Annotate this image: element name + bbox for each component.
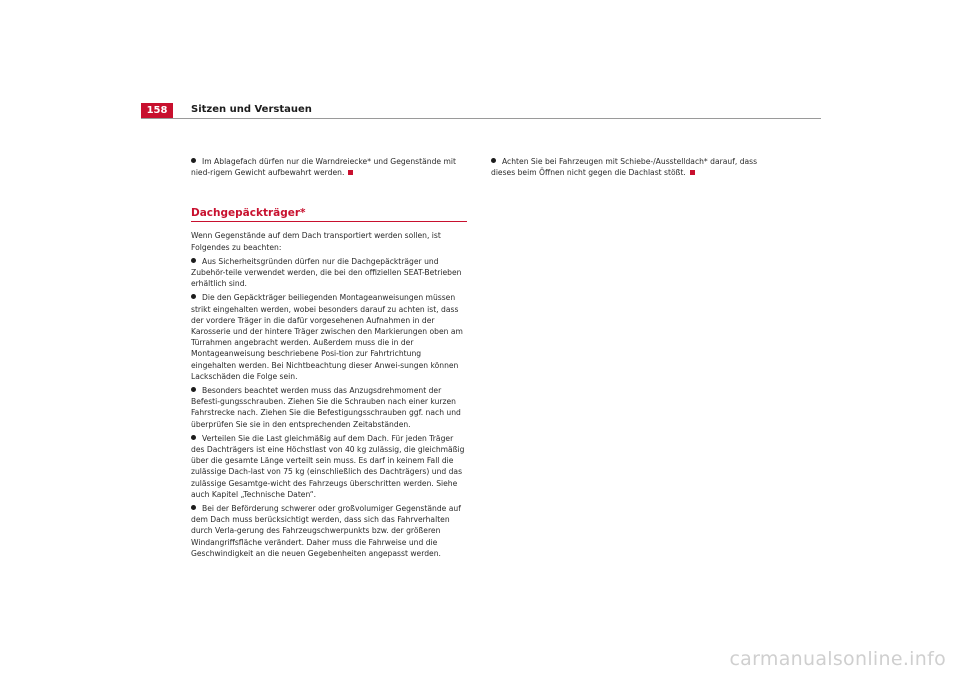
list-item <box>191 433 467 500</box>
list-item <box>191 503 467 559</box>
list-item <box>191 156 467 178</box>
item-text: Verteilen Sie die Last gleichmäßig auf dem Dach. Für jeden Träger des Dachträgers ist eine Höchstlast von 40 kg zulässig, die gleichmäßig über die gesamte Länge verteilt sein muss. Es darf in keinem Fall die zulässige Dach-last von 75 kg (einschließlich des Dachträgers) und das zulässige Gesamtge-wicht des Fahrzeugs überschritten werden. Siehe auch Kapitel „Technische Daten“. <box>191 433 465 499</box>
bullet-icon <box>491 158 496 163</box>
item-text: Aus Sicherheitsgründen dürfen nur die Dachgepäckträger und Zubehör-teile verwendet werden, die bei den offiziellen SEAT-Betrieben erhältlich sind. <box>191 256 462 289</box>
header-divider <box>141 118 821 119</box>
page-number: 158 <box>141 103 173 119</box>
item-text: Die den Gepäckträger beiliegenden Montageanweisungen müssen strikt eingehalten werden, wobei besonders darauf zu achten ist, dass der vordere Träger in die dafür vorgesehenen Aufnahmen in der Karosserie und der hintere Träger zwischen den Markierungen oben am Türrahmen angebracht werden. Außerdem muss die in der Montageanweisung beschriebene Posi-tion zur Fahrtrichtung eingehalten werden. Bei Nichtbeachtung dieser Anwei-sungen können Lackschäden die Folge sein. <box>191 293 463 381</box>
item-text: Besonders beachtet werden muss das Anzugsdrehmoment der Befesti-gungsschrauben. Ziehen Sie die Schrauben nach einer kurzen Fahrstrecke nach. Ziehen Sie die Befestigungsschrauben ggf. nach und überprüfen Sie sie in den entsprechenden Zeitabständen. <box>191 386 461 429</box>
list-item <box>191 256 467 290</box>
bullet-icon <box>191 435 196 440</box>
list-item <box>191 292 467 382</box>
bullet-icon <box>191 294 196 299</box>
right-column <box>491 156 767 181</box>
bullet-icon <box>191 158 196 163</box>
end-mark-icon <box>690 170 695 175</box>
item-text: Bei der Beförderung schwerer oder großvolumiger Gegenstände auf dem Dach muss berücksichtigt werden, dass sich das Fahrverhalten durch Verla-gerung des Fahrzeugschwerpunkts bzw. der größeren Windangriffsfläche verändert. Daher muss die Fahrweise und die Geschwindigkeit an die neuen Gegebenheiten angepasst werden. <box>191 504 461 558</box>
section-intro: Wenn Gegenstände auf dem Dach transportiert werden sollen, ist Folgendes zu beachten: <box>191 231 441 252</box>
chapter-title: Sitzen und Verstauen <box>191 104 312 115</box>
end-mark-icon <box>348 170 353 175</box>
list-item <box>491 156 767 178</box>
item-text: Im Ablagefach dürfen nur die Warndreiecke* und Gegenstände mit nied-rigem Gewicht aufbewahrt werden. <box>191 157 456 178</box>
bullet-icon <box>191 387 196 392</box>
bullet-icon <box>191 258 196 263</box>
page-header <box>141 103 821 119</box>
watermark: carmanualsonline.info <box>729 648 946 670</box>
list-item <box>191 385 467 430</box>
item-text: Achten Sie bei Fahrzeugen mit Schiebe-/Ausstelldach* darauf, dass dieses beim Öffnen nicht gegen die Dachlast stößt. <box>491 157 758 178</box>
bullet-icon <box>191 505 196 510</box>
left-column <box>191 156 467 562</box>
section-title: Dachgepäckträger* <box>191 206 467 222</box>
